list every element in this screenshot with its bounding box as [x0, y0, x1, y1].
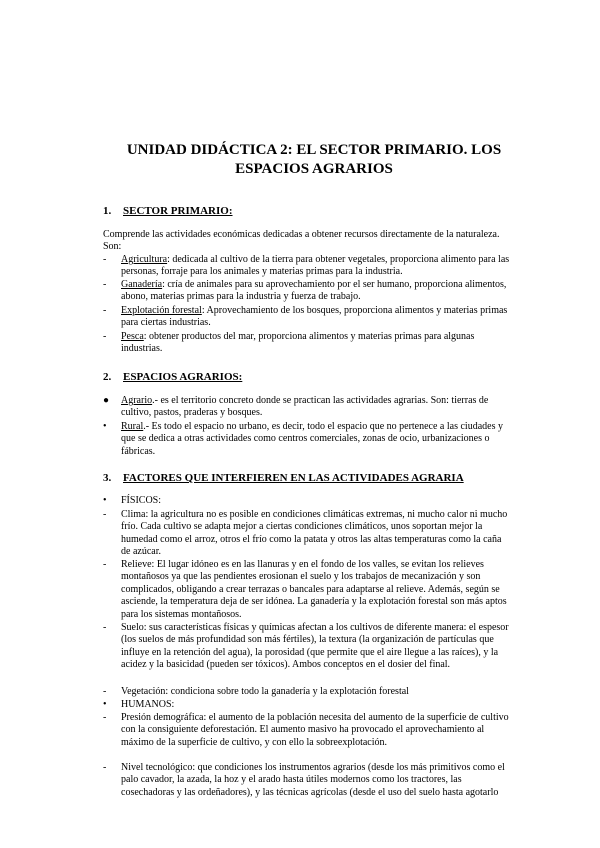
- list-marker: -: [103, 254, 107, 265]
- list-item: [103, 421, 511, 458]
- item-text: .- es el territorio concreto donde se practican las actividades agrarias. Son: tierras de cultivo, pastos, praderas y bosques.: [121, 395, 489, 419]
- section-number: 1.: [103, 205, 112, 217]
- item-text: : Aprovechamiento de los bosques, proporciona alimentos y materias primas para ciertas industrias.: [121, 305, 508, 329]
- section-1-intro: Comprende las actividades económicas dedicadas a obtener recursos directamente de la naturaleza. Son:: [103, 229, 500, 252]
- list-marker: -: [103, 686, 107, 697]
- section-number: 2.: [103, 371, 112, 383]
- item-text: Vegetación: condiciona sobre todo la ganadería y la explotación forestal: [121, 686, 409, 697]
- item-text: Relieve: El lugar idóneo es en las llanuras y en el fondo de los valles, se evitan los relieves montañosos ya que las pendientes erosionan el suelo y los trabajos de mecanización y son complicados, obligando a crear terrazas o bancales para adaptarse al relieve. Además, según se asciende, la temperatura deja de ser idónea. La ganadería y la explotación forestal son más aptos para los sistemas montañosos.: [121, 559, 507, 620]
- list-item: [103, 622, 511, 672]
- list-item: [103, 509, 511, 559]
- item-text: : dedicada al cultivo de la tierra para obtener vegetales, proporciona alimento para las personas, forraje para los animales y materias primas para la industria.: [121, 254, 510, 278]
- item-text: Suelo: sus características físicas y químicas afectan a los cultivos de diferente manera: el espesor (los suelos de más profundidad son más fértiles), la textura (la organización de partículas que influye en la retención del agua), la porosidad (que permite que el aire llegue a las raíces), y la acidez y la basicidad (pueden ser tóxicos). Ambos conceptos en el dosier del final.: [121, 622, 509, 671]
- item-text: HUMANOS:: [121, 699, 175, 710]
- section-title: ESPACIOS AGRARIOS:: [123, 371, 243, 383]
- section-title: SECTOR PRIMARIO:: [123, 205, 233, 217]
- section-3-heading: [103, 472, 464, 485]
- list-item: [103, 686, 511, 698]
- section-number: 3.: [103, 472, 112, 484]
- section-2-heading: [103, 371, 242, 384]
- list-marker: -: [103, 712, 107, 723]
- item-text: .- Es todo el espacio no urbano, es decir, todo el espacio que no pertenece a las ciudades y que se dedica a otras actividades como centros comerciales, zonas de ocio, urbanizaciones o fábricas.: [121, 421, 503, 457]
- item-text: Clima: la agricultura no es posible en condiciones climáticas extremas, ni mucho calor ni mucho frío. Cada cultivo se adapta mejor a ciertas condiciones climáticos, unos soportan mejor la humedad como el arroz, otros el frío como la patata y otros las altas temperaturas como la caña de azúcar.: [121, 509, 508, 558]
- item-text: Presión demográfica: el aumento de la población necesita del aumento de la superficie de cultivo con la consiguiente deforestación. El aumento masivo ha provocado el aprovechamiento al máximo de la superficie de cultivo, y con ello la sobreexplotación.: [121, 712, 509, 748]
- term: Ganadería: [121, 279, 163, 290]
- item-text: : cría de animales para su aprovechamiento por el ser humano, proporciona alimentos, abono, materias primas para la industria y fuerza de trabajo.: [121, 279, 507, 303]
- term: Pesca: [121, 331, 144, 342]
- list-item: [103, 305, 511, 330]
- list-item: [103, 762, 511, 799]
- list-item: [103, 331, 511, 356]
- list-item: [103, 254, 511, 279]
- list-item: [103, 699, 511, 711]
- list-item: [103, 559, 511, 621]
- list-item: [103, 279, 511, 304]
- term: Agricultura: [121, 254, 168, 265]
- list-marker: ●: [103, 395, 110, 406]
- item-text: : obtener productos del mar, proporciona alimentos y materias primas para algunas industrias.: [121, 331, 475, 355]
- list-item: [103, 712, 511, 749]
- list-marker: -: [103, 331, 107, 342]
- list-marker: -: [103, 279, 107, 290]
- document-title: UNIDAD DIDÁCTICA 2: EL SECTOR PRIMARIO. LOS ESPACIOS AGRARIOS: [126, 142, 502, 177]
- list-marker: •: [103, 699, 107, 710]
- list-item: [103, 395, 511, 420]
- term: Agrario: [121, 395, 153, 406]
- term: Explotación forestal: [121, 305, 202, 316]
- section-1-heading: [103, 205, 233, 218]
- term: Rural: [121, 421, 144, 432]
- list-marker: -: [103, 622, 107, 633]
- item-text: Nivel tecnológico: que condiciones los instrumentos agrarios (desde los más primitivos como el palo cavador, la azada, la hoz y el arado hasta útiles modernos como los tractores, las cosechadoras y las ordeñadores), y las técnicas agrícolas (desde el uso del suelo hasta agotarlo: [121, 762, 505, 798]
- list-marker: •: [103, 421, 107, 432]
- list-marker: -: [103, 509, 107, 520]
- list-item: [103, 495, 511, 507]
- list-marker: -: [103, 762, 107, 773]
- list-marker: •: [103, 495, 107, 506]
- list-marker: -: [103, 305, 107, 316]
- section-title: FACTORES QUE INTERFIEREN EN LAS ACTIVIDADES AGRARIA: [123, 472, 464, 484]
- list-marker: -: [103, 559, 107, 570]
- item-text: FÍSICOS:: [121, 495, 162, 506]
